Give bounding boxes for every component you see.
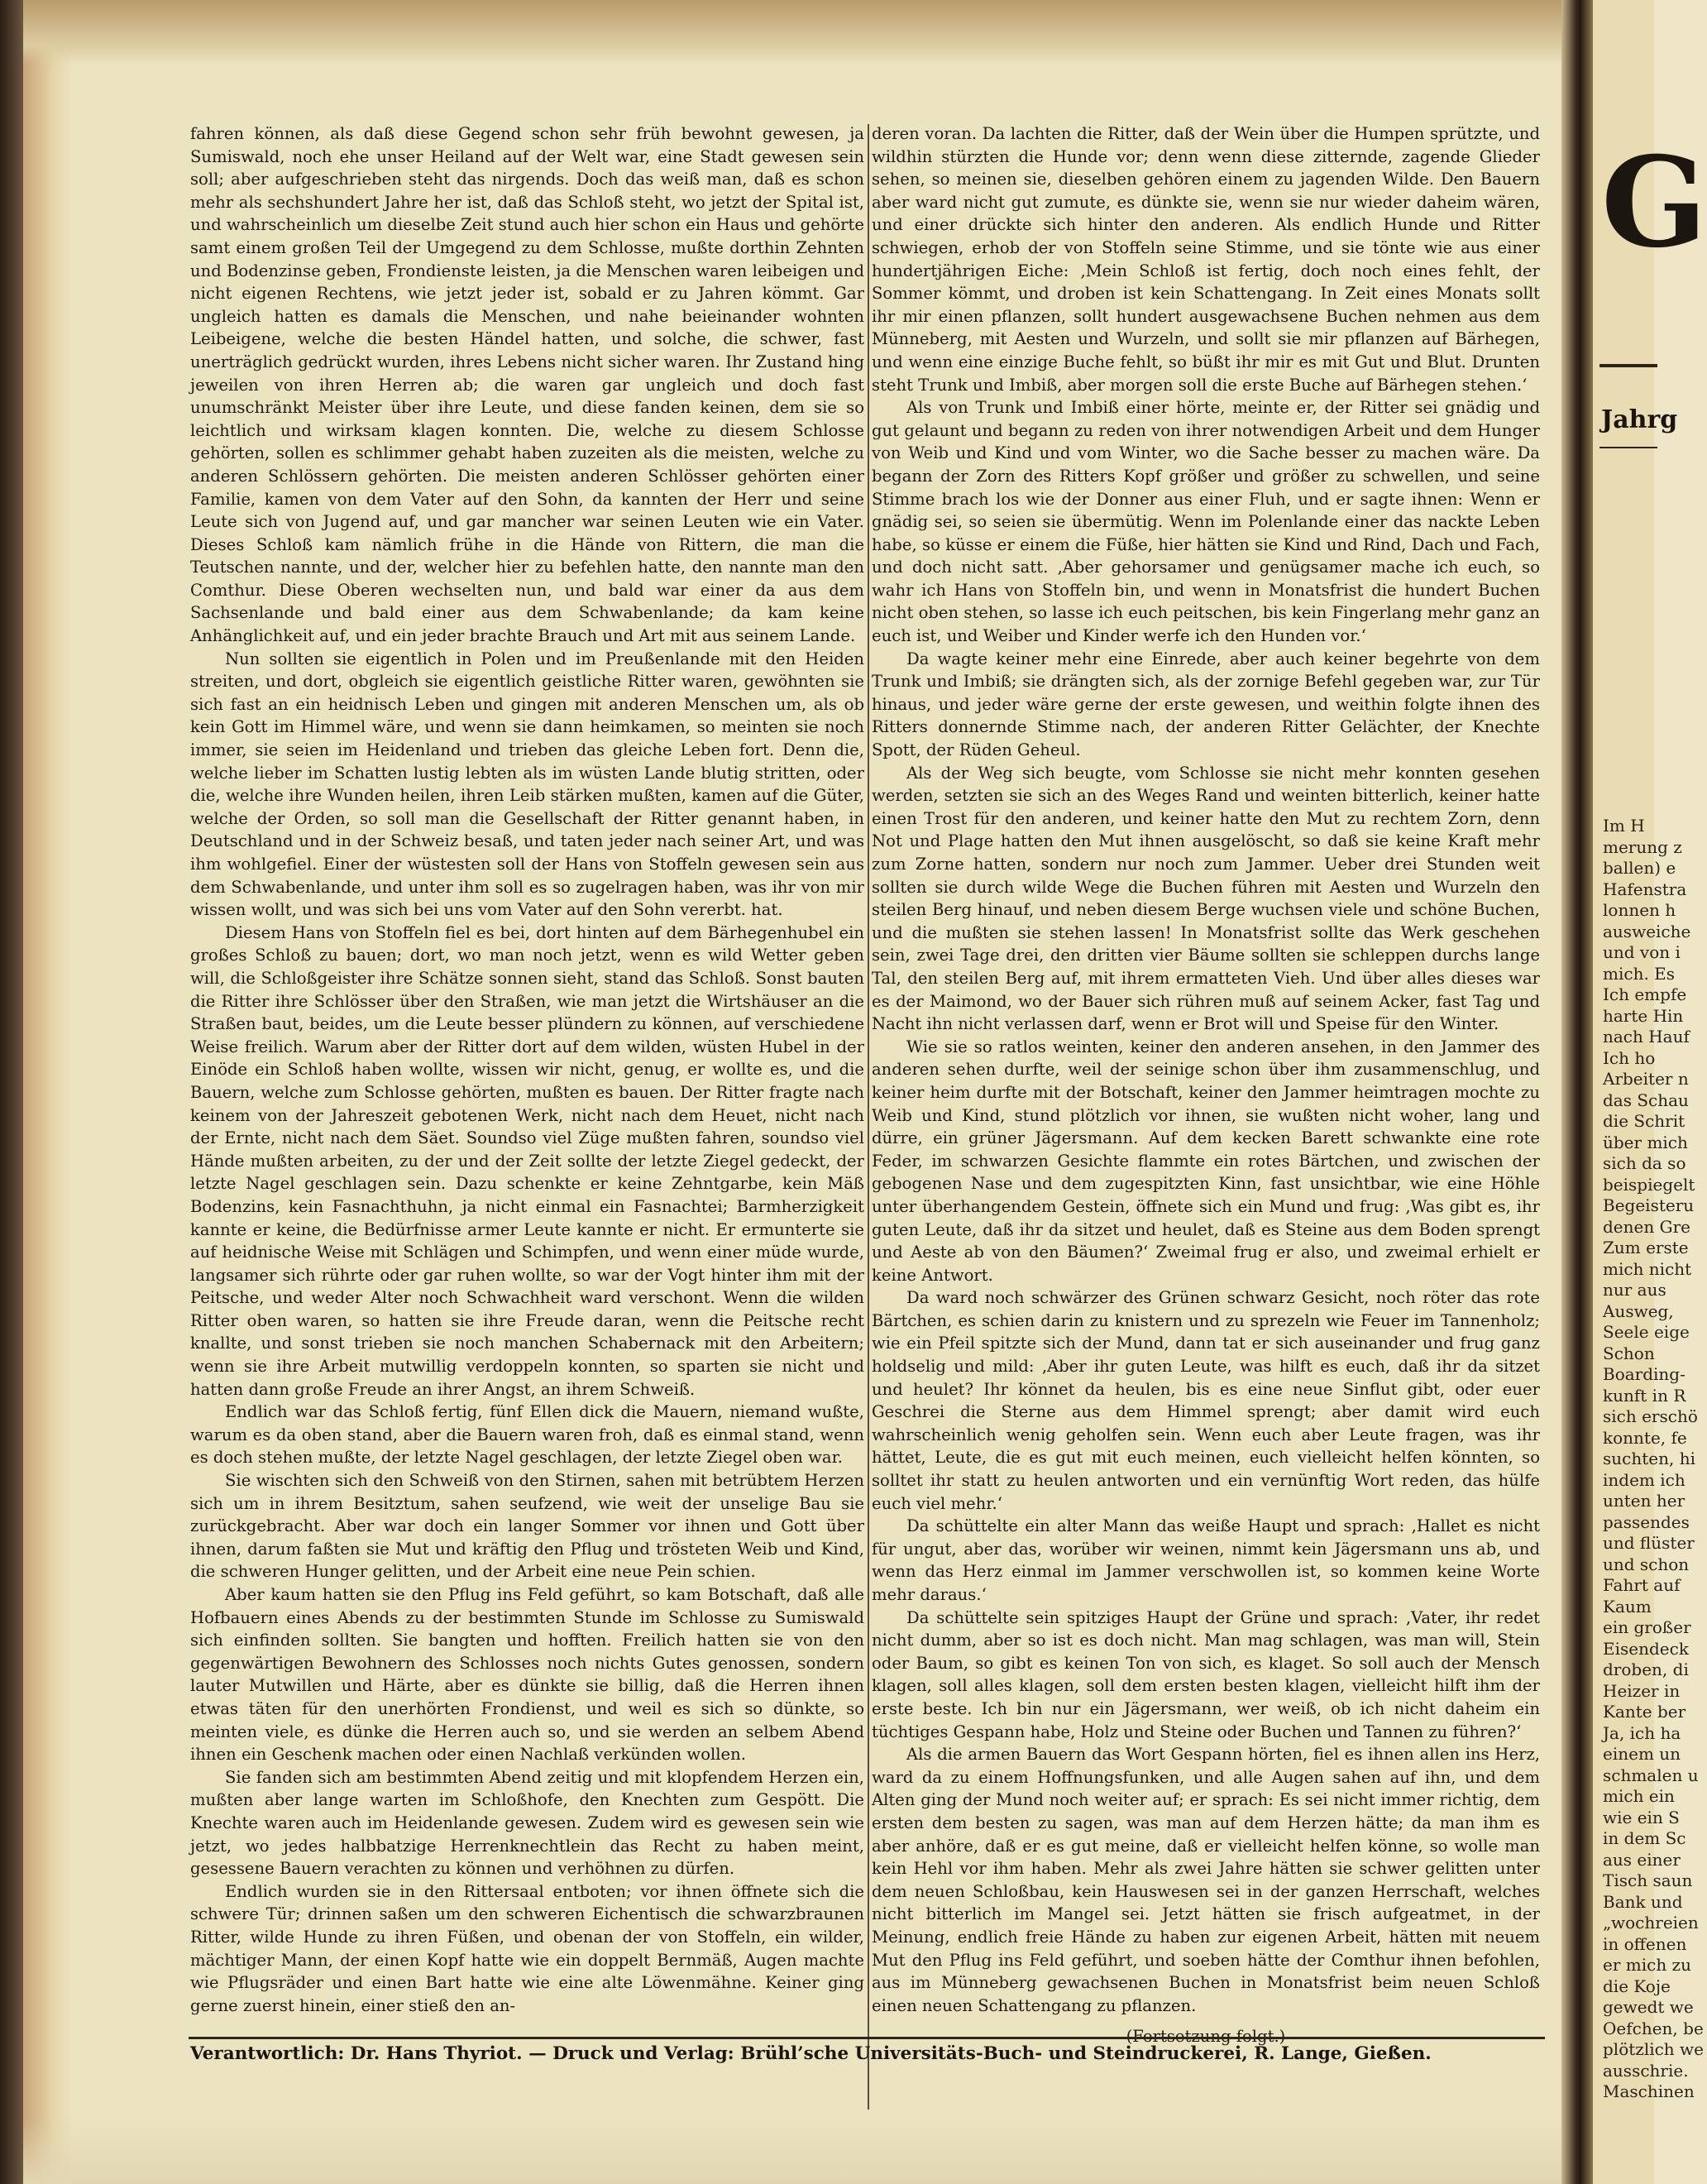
next-page-snippet: harte Hin: [1603, 1005, 1684, 1026]
next-page-snippet: Maschinen: [1603, 2081, 1695, 2101]
next-page-snippet: suchten, hi: [1603, 1449, 1695, 1468]
paragraph: fahren können, als daß diese Gegend schon sehr früh bewohnt gewesen, ja Sumiswald, noch ehe unser Heiland auf der Welt war, eine Stadt gewesen sein soll; aber aufgeschrieben steht das nirgends. Doch das weiß man, daß es schon mehr als sechshundert Jahre her ist, daß das Schloß steht, wo jetzt der Spital ist, und wahrscheinlich um dieselbe Zeit stund auch hier schon ein Haus und gehörte samt einem großen Teil der Umgegend zu dem Schlosse, mußte dorthin Zehnten und Bodenzinse geben, Frondienste leisten, ja die Menschen waren leibeigen und nicht eigenen Rechtens, wie jetzt jeder ist, sobald er zu Jahren kömmt. Gar ungleich hatten es damals die Menschen, und nahe beieinander wohnten Leibeigene, welche die besten Händel hatten, und solche, die schwer, fast unerträglich gedrückt wurden, ihres Lebens nicht sicher waren. Ihr Zustand hing jeweilen von ihren Herren ab; die waren gar ungleich und doch fast unumschränkt Meister über ihre Leute, und diese fanden keinen, dem sie so leichtlich und wirksam klagen konnten. Die, welche zu diesem Schlosse gehörten, sollen es schlimmer gehabt haben zuzeiten als die meisten, welche zu anderen Schlössern gehörten. Die meisten anderen Schlösser gehörten einer Familie, kamen von dem Vater auf den Sohn, da kannten der Herr und seine Leute sich von Jugend auf, und gar mancher war seinen Leuten wie ein Vater. Dieses Schloß kam nämlich frühe in die Hände von Rittern, die man die Teutschen nannte, und der, welcher hier zu befehlen hatte, den nannte man den Comthur. Diese Oberen wechselten nun, und bald war einer da aus dem Sachsenlande und bald einer aus dem Schwabenlande; da kam keine Anhänglichkeit auf, und ein jeder brachte Brauch und Art mit aus seinem Lande.: [190, 124, 864, 646]
next-page-snippet: denen Gre: [1603, 1216, 1690, 1237]
paragraph: Sie fanden sich am bestimmten Abend zeitig und mit klopfendem Herzen ein, mußten aber lange warten im Schloßhofe, den Knechten zum Gespött. Die Knechte waren auch im Heidenlande gewesen. Zudem wird es gewesen sein wie jetzt, wo jedes halbbatzige Herrenknechtlein das Recht zu haben meint, gesessene Bauern verachten zu können und verhöhnen zu dürfen.: [190, 1767, 864, 1879]
next-page-snippet: in dem Sc: [1603, 1828, 1686, 1848]
next-page-snippet: ausweiche: [1603, 921, 1691, 941]
next-page-snippet: einem un: [1603, 1744, 1681, 1764]
next-page-snippet: Eisendeck: [1603, 1638, 1689, 1659]
next-page-snippet: Ausweg,: [1603, 1300, 1674, 1321]
next-page-snippet: kunft in R: [1603, 1385, 1686, 1406]
next-page-snippet: Heizer in: [1603, 1680, 1681, 1701]
next-page-snippet: Bank und: [1603, 1891, 1683, 1912]
next-page-snippet: Ja, ich ha: [1603, 1722, 1681, 1743]
book-gutter: [1561, 0, 1593, 2184]
next-page-snippet: sich da so: [1603, 1153, 1686, 1173]
next-page-snippet: Kante ber: [1603, 1702, 1686, 1722]
next-page-snippet: droben, di: [1603, 1660, 1689, 1679]
next-page-snippet: über mich: [1603, 1132, 1688, 1152]
column-divider: [868, 124, 869, 2110]
next-page-snippet: Arbeiter n: [1603, 1069, 1689, 1089]
next-page-snippet: sich erschö: [1603, 1406, 1698, 1426]
paragraph: Als die armen Bauern das Wort Gespann hörten, fiel es ihnen allen ins Herz, ward da zu einem Hoffnungsfunken, und alle Augen sahen auf ihn, und dem Alten ging der Mund noch weiter auf; er sprach: Es sei nicht immer richtig, dem ersten dem besten zu sagen, was man auf dem Herzen hätte; da man ihm es aber anhöre, daß er es gut meine, daß er vielleicht helfen könne, so wolle man kein Hehl vor ihm haben. Mehr als zwei Jahre hätten sie schwer gelitten unter dem neuen Schloßbau, kein Hauswesen sei in der ganzen Herrschaft, welches nicht bitterlich im Mangel sei. Jetzt hätten sie frisch aufgeatmet, in der Meinung, endlich freie Hände zu haben zur eigenen Arbeit, hätten mit neuem Mut den Pflug ins Feld geführt, und soeben hätte der Comthur ihnen befohlen, aus im Münneberg gewachsenen Buchen in Monatsfrist beim neuen Schloß einen neuen Schattengang zu pflanzen.: [872, 1745, 1540, 2015]
next-page-snippet: plötzlich we: [1603, 2039, 1705, 2059]
paragraph: Endlich wurden sie in den Rittersaal entboten; vor ihnen öffnete sich die schwere Tür; drinnen saßen um den schweren Eichentisch die schwarzbraunen Ritter, wilde Hunde zu ihren Füßen, und obenan der von Stoffeln, ein wilder, mächtiger Mann, der einen Kopf hatte wie ein doppelt Bernmäß, Augen machte wie Pflugsräder und einen Bart hatte wie eine alte Löwenmähne. Keiner ging gerne zuerst hinein, einer stieß den an-: [190, 1881, 864, 2015]
imprint-footer: Verantwortlich: Dr. Hans Thyriot. — Druck und Verlag: Brühl’sche Universitäts-Buch- und Steindruckerei, R. Lange, Gießen.: [190, 2043, 1432, 2064]
page-edge-top: [23, 0, 1578, 65]
paragraph: Sie wischten sich den Schweiß von den Stirnen, sahen mit betrübtem Herzen sich um in ihrem Besitztum, sahen seufzend, wie weit der unselige Bau sie zurückgebracht. Aber war doch ein langer Sommer vor ihnen und Gott über ihnen, darum faßten sie Mut und kräftig den Pflug und trösteten Weib und Kind, die schweren Hunger gelitten, und der Arbeit eine neue Pein schien.: [190, 1471, 864, 1582]
next-page-snippet: konnte, fe: [1603, 1427, 1687, 1448]
next-page-snippet: mich. Es: [1603, 963, 1676, 984]
paragraph: Als der Weg sich beugte, vom Schlosse sie nicht mehr konnten gesehen werden, setzten sie sich an des Weges Rand und weinten bitterlich, keiner hatte einen Trost für den anderen, und keiner hatte den Mut zu rechtem Zorn, denn Not und Plage hatten den Mut ihnen ausgelöscht, so daß sie keine Kraft mehr zum Zorne hatten, sondern nur noch zum Jammer. Ueber drei Stunden weit sollten sie durch wilde Wege die Buchen führen mit Aesten und Wurzeln den steilen Berg hinauf, und neben diesem Berge wuchsen viele und schöne Buchen, und die mußten sie stehen lassen! In Monatsfrist sollte das Werk geschehen sein, zwei Tage drei, den dritten vier Bäume sollten sie schleppen durchs lange Tal, den steilen Berg auf, mit ihrem ermatteten Vieh. Und über alles dieses war es der Maimond, wo der Bauer sich rühren muß auf seinem Acker, fast Tag und Nacht ihn nicht verlassen darf, wenn er Brot will und Speise für den Winter.: [872, 763, 1540, 1034]
next-page-snippet: und von i: [1603, 942, 1681, 962]
next-page-snippet: passendes: [1603, 1511, 1690, 1532]
next-page-snippet: ballen) e: [1603, 858, 1676, 878]
next-page-snippet: gewedt we: [1603, 1997, 1694, 2017]
next-page-snippet: Schon: [1603, 1343, 1655, 1363]
next-page-snippet: aus einer: [1603, 1849, 1681, 1870]
paragraph: Da schüttelte sein spitziges Haupt der Grüne und sprach: ‚Vater, ihr redet nicht dumm, aber so ist es doch nicht. Man mag schlagen, was man will, Stein oder Baum, so gibt es keinen Ton von sich, es klaget. So soll auch der Mensch klagen, soll alles klagen, soll dem ersten besten klagen, vielleicht hilft ihm der erste beste. Ich bin nur ein Jägersmann, wer weiß, ob ich nicht daheim ein tüchtiges Gespann habe, Holz und Steine oder Buchen und Tannen zu führen?‘: [872, 1607, 1540, 1741]
masthead-rule: [1599, 364, 1657, 367]
next-page-snippet: er mich zu: [1603, 1955, 1691, 1975]
next-page-snippet: schmalen u: [1603, 1765, 1699, 1785]
next-page-snippet: die Koje: [1603, 1976, 1671, 1996]
next-page-snippet: Oefchen, be: [1603, 2018, 1704, 2038]
next-page-snippet: Ich ho: [1603, 1047, 1656, 1068]
paragraph: Als von Trunk und Imbiß einer hörte, meinte er, der Ritter sei gnädig und gut gelaunt und begann zu reden von ihrer notwendigen Arbeit und dem Hunger von Weib und Kind und vom Winter, wo die Sache besser zu machen wäre. Da begann der Zorn des Ritters Kopf größer und größer zu schwellen, und seine Stimme brach los wie der Donner aus einer Fluh, und er sagte ihnen: Wenn er gnädig sei, so seien sie übermütig. Wenn im Polenlande einer das nackte Leben habe, so küsse er einem die Füße, hier hätten sie Kind und Rind, Dach und Fach, und doch nicht satt. ‚Aber gehorsamer und genügsamer mache ich euch, so wahr ich Hans von Stoffeln bin, und wenn in Monatsfrist die hundert Buchen nicht oben stehen, so lasse ich euch peitschen, bis kein Fingerlang mehr ganz an euch ist, und Weiber und Kinder werfe ich den Hunden vor.‘: [872, 398, 1540, 646]
next-page-snippet: Tisch saun: [1603, 1870, 1693, 1890]
masthead-letter: G: [1601, 130, 1707, 275]
next-page-snippet: unten her: [1603, 1491, 1685, 1511]
paragraph: deren voran. Da lachten die Ritter, daß der Wein über die Humpen sprützte, und wildhin stürzten die Hunde vor; denn wenn diese zitternde, zagende Glieder sehen, so meinen sie, dieselben gehören einem zu jagenden Wilde. Den Bauern aber ward nicht gut zumute, es dünkte sie, wenn sie nur wieder daheim wären, und einer drückte sich hinter den anderen. Als endlich Hunde und Ritter schwiegen, erhob der von Stoffeln seine Stimme, und sie tönte wie aus einer hundertjährigen Eiche: ‚Mein Schloß ist fertig, doch noch eines fehlt, der Sommer kömmt, und droben ist kein Schattengang. In Zeit eines Monats sollt ihr mir einen pflanzen, sollt hundert ausgewachsene Buchen nehmen aus dem Münneberg, mit Aesten und Wurzeln, und sollt sie mir pflanzen auf Bärhegen, und wenn eine einzige Buche fehlt, so büßt ihr mir es mit Gut und Blut. Drunten steht Trunk und Imbiß, aber morgen soll die erste Buche auf Bärhegen stehen.‘: [872, 124, 1540, 395]
next-page-snippet: ein großer: [1603, 1617, 1691, 1637]
article-column-left: [190, 122, 864, 2017]
next-page-snippet: Boarding-: [1603, 1364, 1685, 1384]
next-page-snippet: lonnen h: [1603, 900, 1676, 920]
paragraph: Nun sollten sie eigentlich in Polen und im Preußenlande mit den Heiden streiten, und dort, obgleich sie eigentlich geistliche Ritter waren, gewöhnten sie sich fast an ein heidnisch Leben und gingen mit anderen Menschen um, als ob kein Gott im Himmel wäre, und wenn sie dann heimkamen, so meinten sie noch immer, sie seien im Heidenland und trieben das gleiche Leben fort. Denn die, welche lieber im Schatten lustig lebten als im wüsten Lande blutig stritten, oder die, welche ihre Wunden heilen, ihren Leib stärken mußten, kamen auf die Güter, welche der Orden, so soll man die Gesellschaft der Ritter genannt haben, in Deutschland und in der Schweiz besaß, und taten jeder nach seiner Art, und was ihm wohlgefiel. Einer der wüstesten soll der Hans von Stoffeln gewesen sein aus dem Schwabenlande, und unter ihm soll es so zugelragen haben, was ihr von mir wissen wollt, und was sich bei uns vom Vater auf den Sohn vererbt. hat.: [190, 649, 864, 920]
next-page-snippet: wie ein S: [1603, 1807, 1680, 1827]
paragraph: Da schüttelte ein alter Mann das weiße Haupt und sprach: ‚Hallet es nicht für ungut, aber das, worüber wir weinen, nimmt kein Jägersmann uns ab, und wenn das Herz einmal im Jammer verschwollen ist, so kommen keine Worte mehr daraus.‘: [872, 1516, 1540, 1604]
next-page-snippet: nach Hauf: [1603, 1027, 1690, 1046]
next-page-snippet: Kaum: [1603, 1596, 1652, 1616]
next-page-snippet: Hafenstra: [1603, 879, 1687, 899]
next-page-snippet: Begeisteru: [1603, 1195, 1695, 1215]
next-page-snippet: mich ein: [1603, 1786, 1675, 1806]
next-page-snippet: merung z: [1603, 836, 1682, 857]
paragraph: Da ward noch schwärzer des Grünen schwarz Gesicht, noch röter das rote Bärtchen, es schien darin zu knistern und zu sprezeln wie Feuer im Tannenholz; wie ein Pfeil spitzte sich der Mund, dann tat er sich auseinander und frug ganz holdselig und mild: ‚Aber ihr guten Leute, was hilft es euch, daß ihr da sitzet und heulet? Ihr könnet da heulen, bis es eine neue Sinflut gibt, oder euer Geschrei die Sterne aus dem Himmel sprengt; aber damit wird euch wahrscheinlich wenig geholfen sein. Wenn euch aber Leute fragen, was ihr hättet, Leute, die es gut mit euch meinen, euch vielleicht helfen könnten, so solltet ihr statt zu heulen antworten und ein vernünftig Wort reden, das hülfe euch viel mehr.‘: [872, 1288, 1540, 1513]
next-page-snippet: Im H: [1603, 816, 1645, 836]
next-page-snippet: mich nicht: [1603, 1258, 1692, 1279]
next-page-snippet: und flüster: [1603, 1533, 1695, 1553]
paragraph: Aber kaum hatten sie den Pflug ins Feld geführt, so kam Botschaft, daß alle Hofbauern eines Abends zu der bestimmten Stunde im Schlosse zu Sumiswald sich einfinden sollten. Sie bangten und hofften. Freilich hatten sie von den gegenwärtigen Bewohnern des Schlosses noch nichts Gutes genossen, sondern lauter Mutwillen und Härte, aber es dünkte sie billig, daß die Herren ihnen etwas täten für den unerhörten Frondienst, und weil es sich so dünkte, so meinten viele, es dünke die Herren auch so, und sie werden an selbem Abend ihnen ein Geschenk machen oder einen Nachlaß verkünden wollen.: [190, 1585, 864, 1765]
footer-rule: [189, 2037, 1545, 2039]
section-rule: [1599, 447, 1657, 448]
paragraph: Da wagte keiner mehr eine Einrede, aber auch keiner begehrte von dem Trunk und Imbiß; sie drängten sich, als der zornige Befehl gegeben war, zur Tür hinaus, und jeder wäre gerne der erste gewesen, und weithin folgte ihnen des Ritters donnernde Stimme nach, der anderen Ritter Gelächter, der Knechte Spott, der Rüden Geheul.: [872, 649, 1540, 760]
paragraph: Diesem Hans von Stoffeln fiel es bei, dort hinten auf dem Bärhegenhubel ein großes Schloß zu bauen; dort, wo man noch jetzt, wenn es wild Wetter geben will, die Schloßgeister ihre Schätze sonnen sieht, stand das Schloß. Sonst bauten die Ritter ihre Schlösser über den Straßen, wie man jetzt die Wirtshäuser an die Straßen baut, beides, um die Leute besser plündern zu können, auf verschiedene Weise freilich. Warum aber der Ritter dort auf dem wilden, wüsten Hubel in der Einöde ein Schloß haben wollte, wissen wir nicht, genug, er wollte es, und die Bauern, welche zum Schlosse gehörten, mußten es bauen. Der Ritter fragte nach keinem von der Jahreszeit gebotenen Werk, nicht nach dem Heuet, nicht nach der Ernte, nicht nach dem Säet. Soundso viel Züge mußten fahren, soundso viel Hände mußten arbeiten, zu der und der Zeit sollte der letzte Ziegel gedeckt, der letzte Nagel geschlagen sein. Dazu schenkte er keine Zehntgarbe, kein Mäß Bodenzins, kein Fasnachthuhn, ja nicht einmal ein Fasnachtei; Barmherzigkeit kannte er keine, die Bedürfnisse armer Leute kannte er nicht. Er ermunterte sie auf heidnische Weise mit Schlägen und Schimpfen, und wenn einer müde wurde, langsamer sich rührte oder gar ruhen wollte, so war der Vogt hinter ihm mit der Peitsche, und weder Alter noch Schwachheit ward verschont. Wenn die wilden Ritter oben waren, so hatten sie ihre Freude daran, wenn die Peitsche recht knallte, und sonst trieben sie noch manchen Schabernack mit den Arbeitern; wenn sie ihre Arbeit mutwillig verdoppeln konnten, so sparten sie nicht und hatten dann große Freude an ihrer Angst, an ihrem Schweiß.: [190, 922, 864, 1399]
next-page-snippet: ausschrie.: [1603, 2060, 1689, 2081]
paragraph: Wie sie so ratlos weinten, keiner den anderen ansehen, in den Jammer des anderen sehen durfte, weil der seinige schon über ihm zusammenschlug, und keiner heim durfte mit der Botschaft, keiner den Jammer heimtragen mochte zu Weib und Kind, stund plötzlich vor ihnen, sie wußten nicht woher, lang und dürre, ein grüner Jägersmann. Auf dem kecken Barett schwankte eine rote Feder, im schwarzen Gesichte flammte ein rotes Bärtchen, und zwischen der gebogenen Nase und dem zugespitzten Kinn, fast unsichtbar, wie eine Höhle unter überhangendem Gestein, öffnete sich ein Mund und frug: ‚Was gibt es, ihr guten Leute, daß ihr da sitzet und heulet, daß es Steine aus dem Boden sprengt und Aeste ab von den Bäumen?‘ Zweimal frug er also, und zweimal erhielt er keine Antwort.: [872, 1037, 1540, 1285]
article-column-right: [872, 122, 1540, 2048]
next-page-snippet: und schon: [1603, 1554, 1690, 1574]
next-page-edge: [1593, 0, 1707, 2184]
section-label: Jahrg: [1601, 405, 1678, 434]
next-page-snippet: Fahrt auf: [1603, 1575, 1681, 1595]
next-page-snippet: Seele eige: [1603, 1322, 1690, 1342]
book-binding: [0, 0, 23, 2184]
next-page-snippet: das Schau: [1603, 1090, 1689, 1110]
next-page-snippet: in offenen: [1603, 1933, 1687, 1954]
next-page-snippet: beispiegelt: [1603, 1174, 1695, 1195]
next-page-snippet: nur aus: [1603, 1280, 1666, 1300]
paragraph: Endlich war das Schloß fertig, fünf Ellen dick die Mauern, niemand wußte, warum es da oben stand, aber die Bauern waren froh, daß es einmal stand, wenn es doch stehen mußte, der letzte Nagel geschlagen, der letzte Ziegel oben war.: [190, 1402, 864, 1468]
page-edge-bottom: [23, 2118, 1628, 2184]
page-edge-left: [23, 0, 73, 2184]
next-page-snippet: die Schrit: [1603, 1111, 1685, 1131]
next-page-snippet: Ich empfe: [1603, 984, 1687, 1004]
next-page-snippet: „wochreien: [1603, 1913, 1699, 1933]
next-page-snippet: Zum erste: [1603, 1238, 1689, 1257]
next-page-snippet: indem ich: [1603, 1469, 1685, 1490]
